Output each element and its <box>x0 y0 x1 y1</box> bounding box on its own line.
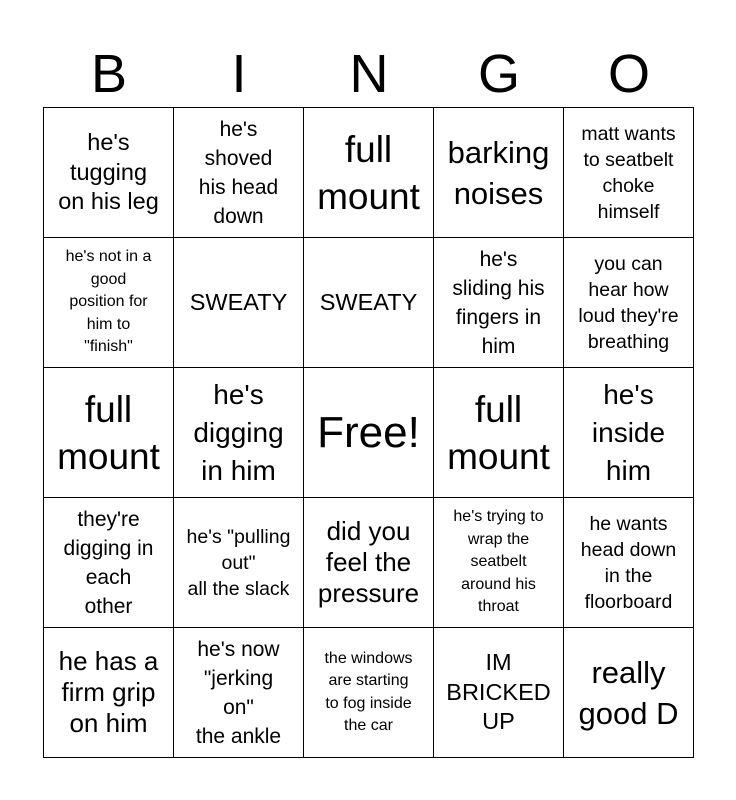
bingo-cell[interactable]: matt wants to seatbelt choke himself <box>564 108 694 238</box>
header-letter-n: N <box>349 44 389 104</box>
bingo-cell[interactable]: he's tugging on his leg <box>44 108 174 238</box>
bingo-cell[interactable]: he's digging in him <box>174 368 304 498</box>
bingo-cell-free[interactable]: Free! <box>304 368 434 498</box>
bingo-cell[interactable]: he's shoved his head down <box>174 108 304 238</box>
bingo-cell[interactable]: he's trying to wrap the seatbelt around his throat <box>434 498 564 628</box>
bingo-cell[interactable]: SWEATY <box>174 238 304 368</box>
bingo-cell[interactable]: he's sliding his fingers in him <box>434 238 564 368</box>
bingo-cell[interactable]: he's "pulling out" all the slack <box>174 498 304 628</box>
bingo-cell[interactable]: did you feel the pressure <box>304 498 434 628</box>
bingo-cell[interactable]: SWEATY <box>304 238 434 368</box>
bingo-cell[interactable]: IM BRICKED UP <box>434 628 564 758</box>
bingo-cell[interactable]: the windows are starting to fog inside the car <box>304 628 434 758</box>
bingo-cell[interactable]: barking noises <box>434 108 564 238</box>
bingo-cell[interactable]: they're digging in each other <box>44 498 174 628</box>
bingo-cell[interactable]: you can hear how loud they're breathing <box>564 238 694 368</box>
bingo-cell[interactable]: full mount <box>434 368 564 498</box>
bingo-cell[interactable]: he has a firm grip on him <box>44 628 174 758</box>
bingo-cell[interactable]: full mount <box>44 368 174 498</box>
bingo-cell[interactable]: he's inside him <box>564 368 694 498</box>
header-letter-b: B <box>90 44 128 104</box>
header-letter-g: G <box>477 44 520 104</box>
bingo-cell[interactable]: he wants head down in the floorboard <box>564 498 694 628</box>
bingo-cell[interactable]: he's now "jerking on" the ankle <box>174 628 304 758</box>
bingo-cell[interactable]: really good D <box>564 628 694 758</box>
header-letter-i: I <box>231 44 247 104</box>
bingo-header <box>44 40 694 108</box>
bingo-card-grid <box>43 107 694 758</box>
header-letter-o: O <box>607 44 650 104</box>
bingo-cell[interactable]: he's not in a good position for him to "finish" <box>44 238 174 368</box>
bingo-cell[interactable]: full mount <box>304 108 434 238</box>
